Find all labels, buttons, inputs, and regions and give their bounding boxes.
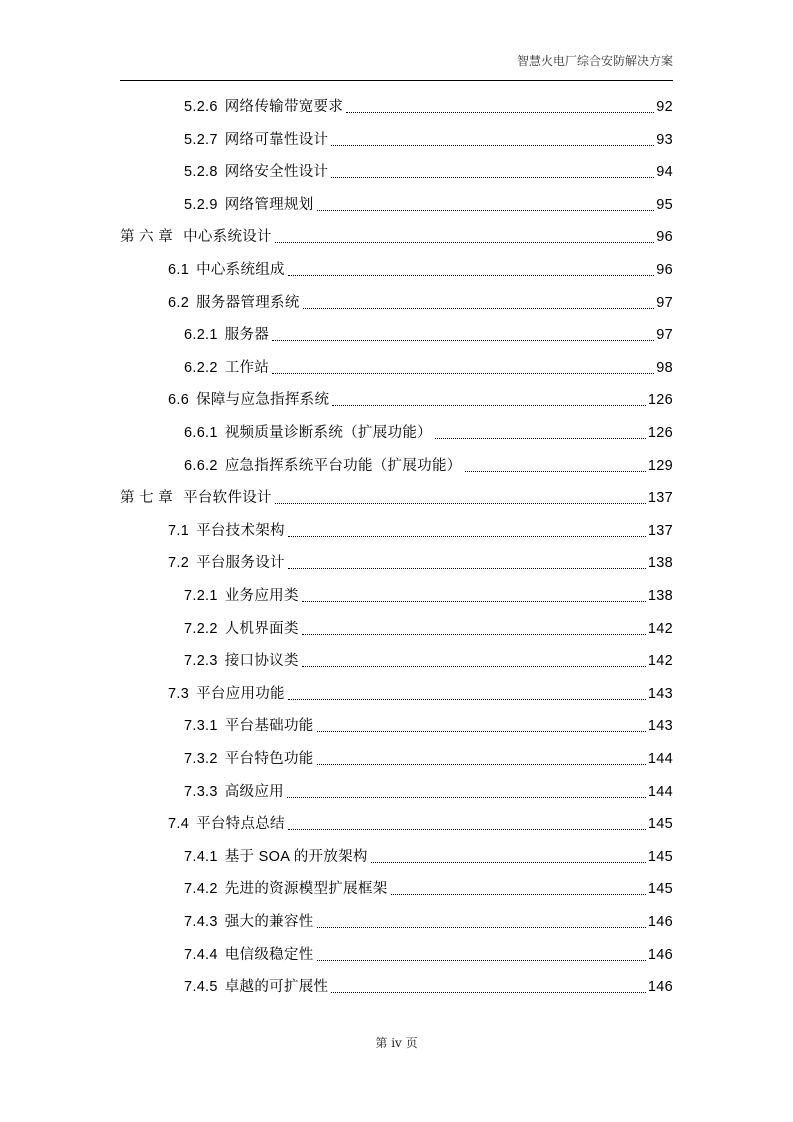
- toc-entry-number: 6.6.1: [184, 425, 218, 441]
- toc-entry[interactable]: [168, 389, 673, 411]
- dot-leader: [346, 112, 654, 113]
- toc-entry-title: 网络可靠性设计: [224, 131, 329, 148]
- toc-entry[interactable]: [184, 781, 673, 803]
- toc-entry-title: 强大的兼容性: [224, 914, 314, 930]
- toc-entry-page: 137: [647, 490, 673, 507]
- toc-entry[interactable]: [120, 487, 673, 509]
- toc-entry-page: 96: [656, 229, 673, 246]
- toc-entry-title: 工作站: [224, 359, 270, 376]
- toc-entry-page: 97: [656, 294, 673, 311]
- toc-entry-title: 平台技术架构: [196, 522, 285, 539]
- toc-entry-page: 146: [647, 979, 673, 996]
- toc-entry-page: 146: [647, 914, 673, 930]
- toc-entry[interactable]: [184, 161, 673, 183]
- toc-entry[interactable]: [184, 976, 673, 998]
- toc-entry-number: 5.2.6: [184, 99, 218, 115]
- toc-entry[interactable]: [184, 618, 673, 640]
- dot-leader: [435, 438, 646, 439]
- dot-leader: [302, 666, 646, 667]
- toc-entry-title: 先进的资源模型扩展框架: [224, 881, 388, 898]
- toc-entry-page: 126: [647, 392, 673, 409]
- toc-entry[interactable]: [184, 455, 673, 477]
- toc-entry-page: 126: [647, 425, 673, 441]
- dot-leader: [288, 829, 646, 830]
- toc-entry-title: 中心系统设计: [183, 229, 272, 246]
- dot-leader: [317, 764, 646, 765]
- toc-entry-number: 6.2: [168, 294, 190, 311]
- dot-leader: [317, 927, 646, 928]
- toc-entry-page: 96: [656, 262, 673, 278]
- toc-entry[interactable]: [184, 96, 673, 118]
- dot-leader: [303, 308, 655, 309]
- dot-leader: [288, 699, 646, 700]
- toc-entry-title: 中心系统组成: [196, 262, 285, 278]
- toc-entry-number: 7.2.1: [184, 588, 218, 604]
- toc-entry[interactable]: [184, 422, 673, 444]
- dot-leader: [391, 894, 646, 895]
- toc-entry-page: 142: [647, 620, 673, 637]
- toc-entry-page: 145: [647, 848, 673, 865]
- toc-entry-number: 5.2.8: [184, 164, 218, 181]
- toc-entry-page: 138: [647, 555, 673, 572]
- toc-entry-page: 137: [647, 522, 673, 539]
- dot-leader: [302, 634, 646, 635]
- dot-leader: [272, 340, 654, 341]
- toc-entry-number: 7.2.3: [184, 653, 218, 670]
- toc-entry-number: 7.4.4: [184, 946, 218, 963]
- toc-entry[interactable]: [184, 585, 673, 607]
- toc-entry-page: 98: [656, 359, 673, 376]
- toc-entry[interactable]: [120, 226, 673, 248]
- dot-leader: [275, 503, 646, 504]
- toc-entry-number: 6.1: [168, 262, 190, 278]
- toc-entry-page: 142: [647, 653, 673, 670]
- dot-leader: [317, 731, 646, 732]
- dot-leader: [317, 960, 646, 961]
- toc-entry[interactable]: [184, 715, 673, 737]
- dot-leader: [302, 601, 646, 602]
- toc-entry-title: 高级应用: [224, 783, 284, 800]
- dot-leader: [275, 242, 654, 243]
- dot-leader: [288, 536, 646, 537]
- page-number: 第 iv 页: [375, 1036, 418, 1050]
- toc-entry-page: 143: [647, 718, 673, 735]
- dot-leader: [332, 405, 646, 406]
- toc-entry-title: 网络安全性设计: [224, 164, 329, 181]
- toc-entry-number: 7.2.2: [184, 620, 218, 637]
- toc-entry-number: 6.6.2: [184, 457, 218, 474]
- toc-entry[interactable]: [184, 911, 673, 933]
- toc-entry-number: 7.4.5: [184, 979, 218, 996]
- toc-entry[interactable]: [168, 552, 673, 574]
- toc-entry[interactable]: [168, 520, 673, 542]
- toc-entry-page: 94: [656, 164, 673, 181]
- toc-entry-title: 卓越的可扩展性: [224, 979, 329, 996]
- toc-entry-number: 7.4.1: [184, 848, 218, 865]
- toc-entry-title: 人机界面类: [224, 620, 299, 637]
- toc-entry-page: 95: [656, 196, 673, 213]
- toc-entry-title: 平台服务设计: [196, 555, 285, 572]
- toc-entry[interactable]: [168, 683, 673, 705]
- toc-entry-title: 基于 SOA 的开放架构: [224, 848, 368, 865]
- toc-entry-title: 网络传输带宽要求: [224, 99, 344, 115]
- toc-entry-number: 5.2.7: [184, 131, 218, 148]
- toc-entry-title: 电信级稳定性: [224, 946, 314, 963]
- toc-entry-number: 7.3: [168, 685, 190, 702]
- toc-entry-page: 145: [647, 881, 673, 898]
- toc-entry-page: 143: [647, 685, 673, 702]
- toc-entry-page: 97: [656, 327, 673, 344]
- document-title: 智慧火电厂综合安防解决方案: [516, 54, 673, 68]
- toc-entry[interactable]: [184, 194, 673, 216]
- dot-leader: [465, 471, 646, 472]
- toc-entry-title: 平台应用功能: [196, 685, 285, 702]
- toc-entry-number: 7.4.3: [184, 914, 218, 930]
- toc-entry-title: 视频质量诊断系统（扩展功能）: [224, 425, 432, 441]
- toc-entry-number: 第 七 章: [120, 490, 174, 507]
- toc-entry-number: 7.4: [168, 816, 190, 833]
- toc-entry[interactable]: [184, 129, 673, 151]
- toc-entry-page: 92: [656, 99, 673, 115]
- toc-entry-number: 7.4.2: [184, 881, 218, 898]
- dot-leader: [272, 373, 654, 374]
- toc-entry-title: 平台特点总结: [196, 816, 285, 833]
- toc-entry-number: 7.1: [168, 522, 190, 539]
- toc-entry-number: 7.3.3: [184, 783, 218, 800]
- toc-entry-page: 145: [647, 816, 673, 833]
- toc-entry-number: 7.3.1: [184, 718, 218, 735]
- toc-entry-page: 138: [647, 588, 673, 604]
- toc-entry[interactable]: [184, 748, 673, 770]
- dot-leader: [331, 992, 646, 993]
- dot-leader: [288, 275, 654, 276]
- toc-entry-number: 7.2: [168, 555, 190, 572]
- toc-entry[interactable]: [184, 846, 673, 868]
- toc-entry-number: 6.2.2: [184, 359, 218, 376]
- toc-entry[interactable]: [168, 813, 673, 835]
- toc-entry[interactable]: [184, 878, 673, 900]
- toc-entry-number: 6.6: [168, 392, 190, 409]
- toc-entry-page: 93: [656, 131, 673, 148]
- toc-entry-title: 平台软件设计: [183, 490, 272, 507]
- toc-entry-number: 第 六 章: [120, 229, 174, 246]
- toc-entry-number: 6.2.1: [184, 327, 218, 344]
- dot-leader: [288, 568, 646, 569]
- toc-entry[interactable]: [184, 357, 673, 379]
- dot-leader: [371, 862, 646, 863]
- toc-entry[interactable]: [168, 292, 673, 314]
- dot-leader: [287, 797, 646, 798]
- toc-entry[interactable]: [184, 944, 673, 966]
- toc-entry-page: 144: [647, 783, 673, 800]
- page-footer: [0, 1034, 793, 1051]
- toc-entry-title: 平台基础功能: [224, 718, 314, 735]
- toc-entry-title: 应急指挥系统平台功能（扩展功能）: [224, 457, 462, 474]
- toc-entry-number: 5.2.9: [184, 196, 218, 213]
- toc-entry-title: 业务应用类: [224, 588, 299, 604]
- toc-entry-page: 144: [647, 751, 673, 767]
- toc-entry-title: 保障与应急指挥系统: [196, 392, 330, 409]
- toc-entry-page: 129: [647, 457, 673, 474]
- toc-entry-title: 服务器: [224, 327, 270, 344]
- toc-entry-title: 接口协议类: [224, 653, 299, 670]
- dot-leader: [331, 177, 654, 178]
- toc-entry[interactable]: [184, 650, 673, 672]
- toc-entry-number: 7.3.2: [184, 751, 218, 767]
- toc-entry[interactable]: [184, 324, 673, 346]
- page-header: [120, 52, 673, 69]
- header-divider: [120, 80, 673, 81]
- toc-entry[interactable]: [168, 259, 673, 281]
- toc-entry-page: 146: [647, 946, 673, 963]
- dot-leader: [331, 145, 654, 146]
- dot-leader: [317, 210, 655, 211]
- toc-entry-title: 平台特色功能: [224, 751, 314, 767]
- toc-entry-title: 服务器管理系统: [196, 294, 300, 311]
- toc-entry-title: 网络管理规划: [224, 196, 314, 213]
